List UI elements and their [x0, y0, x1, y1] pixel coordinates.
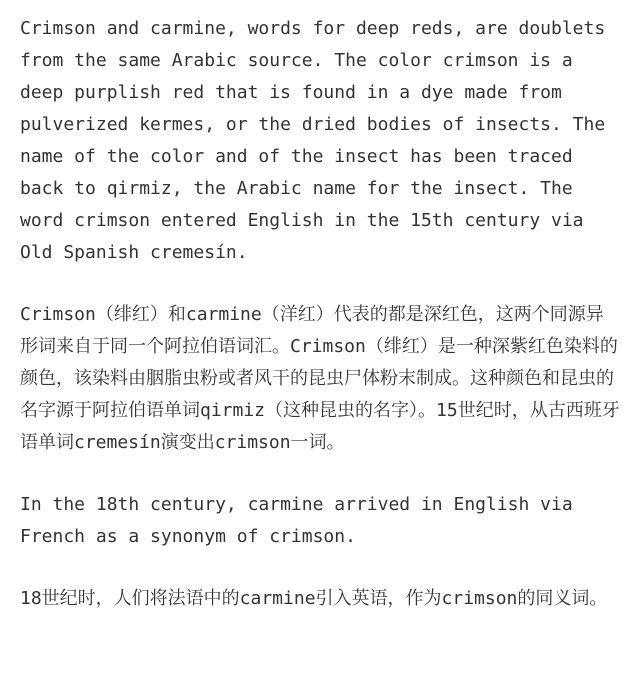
paragraph-chinese-carmine-arrival: 18世纪时，人们将法语中的carmine引入英语，作为crimson的同义词。 — [20, 588, 608, 609]
paragraph-english-crimson-origin: Crimson and carmine, words for deep reds, are doublets from the same Arabic source. The color crimson is a deep purplish red that is found in a dye made from pulverized kermes, or the dried bodies of insects. The name of the color and of the insect has been traced back to qirmiz, the Arabic name for the insect. The word crimson entered English in the 15th century via Old Spanish cremesín. — [20, 18, 606, 263]
paragraph-english-carmine-arrival: In the 18th century, carmine arrived in English via French as a synonym of crimson. — [20, 494, 573, 547]
paragraph-chinese-crimson-origin: Crimson（绯红）和carmine（洋红）代表的都是深红色，这两个同源异形词来自于同一个阿拉伯语词汇。Crimson（绯红）是一种深紫红色染料的颜色，该染料由胭脂虫粉或者风干的昆虫尸体粉末制成。这种颜色和昆虫的名字源于阿拉伯语单词qirmiz（这种昆虫的名字）。15世纪时，从古西班牙语单词cremesín演变出crimson一词。 — [20, 304, 620, 453]
